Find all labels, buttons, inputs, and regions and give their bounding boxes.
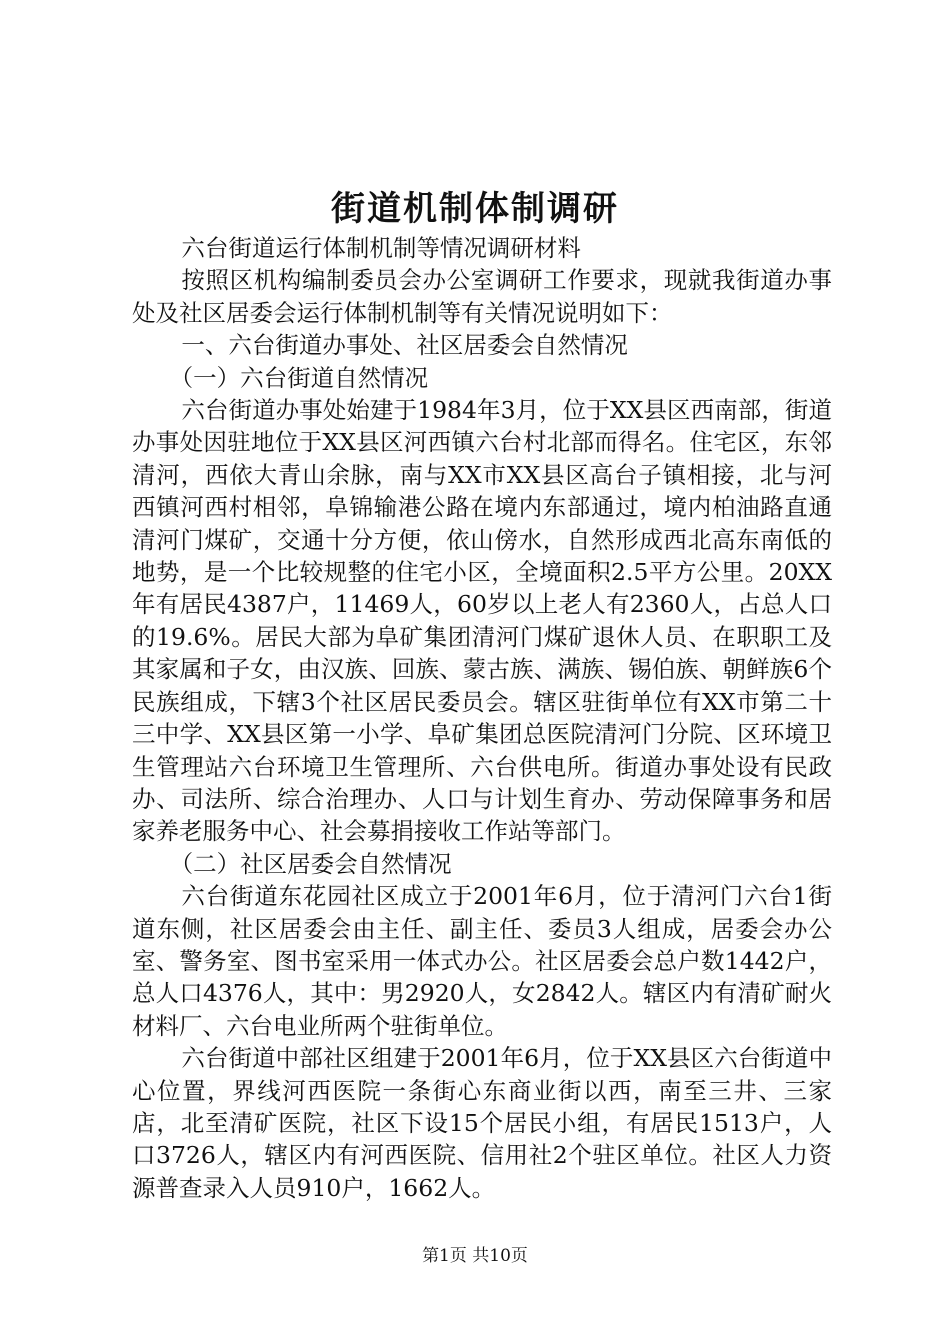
document-body bbox=[132, 232, 832, 1204]
paragraph-subtitle: 六台街道运行体制机制等情况调研材料 bbox=[181, 234, 581, 262]
paragraph-intro: 按照区机构编制委员会办公室调研工作要求，现就我街道办事处及社区居委会运行体制机制等有关情况说明如下： bbox=[132, 266, 832, 327]
paragraph-liutai-overview: 六台街道办事处始建于1984年3月，位于XX县区西南部，街道办事处因驻地位于XX县区河西镇六台村北部而得名。住宅区，东邻清河，西依大青山余脉，南与XX市XX县区高台子镇相接，北与河西镇河西村相邻，阜锦输港公路在境内东部通过，境内柏油路直通清河门煤矿，交通十分方便，依山傍水，自然形成西北高东南低的地势，是一个比较规整的住宅小区，全境面积2.5平方公里。20XX年有居民4387户，11469人，60岁以上老人有2360人，占总人口的19.6%。居民大部为阜矿集团清河门煤矿退休人员、在职职工及其家属和子女，由汉族、回族、蒙古族、满族、锡伯族、朝鲜族6个民族组成，下辖3个社区居民委员会。辖区驻街单位有XX市第二十三中学、XX县区第一小学、阜矿集团总医院清河门分院、区环境卫生管理站六台环境卫生管理所、六台供电所。街道办事处设有民政办、司法所、综合治理办、人口与计划生育办、劳动保障事务和居家养老服务中心、社会募捐接收工作站等部门。 bbox=[132, 396, 832, 846]
page-number-footer: 第1页 共10页 bbox=[422, 1246, 528, 1266]
subsection-heading-1: （一）六台街道自然情况 bbox=[169, 363, 429, 392]
paragraph-zhongbu-community: 六台街道中部社区组建于2001年6月，位于XX县区六台街道中心位置，界线河西医院一条街心东商业街以西，南至三井、三家店，北至清矿医院，社区下设15个居民小组，有居民1513户，人口3726人，辖区内有河西医院、信用社2个驻区单位。社区人力资源普查录入人员910户，1662人。 bbox=[132, 1044, 832, 1202]
paragraph-donghuayuan-community: 六台街道东花园社区成立于2001年6月，位于清河门六台1街道东侧，社区居委会由主任、副主任、委员3人组成，居委会办公室、警务室、图书室采用一体式办公。社区居委会总户数1442户，总人口4376人，其中：男2920人，女2842人。辖区内有清矿耐火材料厂、六台电业所两个驻街单位。 bbox=[132, 882, 832, 1040]
section-heading-1: 一、六台街道办事处、社区居委会自然情况 bbox=[181, 331, 628, 360]
document-title: 街道机制体制调研 bbox=[331, 189, 619, 229]
subsection-heading-2: （二）社区居委会自然情况 bbox=[169, 849, 452, 878]
